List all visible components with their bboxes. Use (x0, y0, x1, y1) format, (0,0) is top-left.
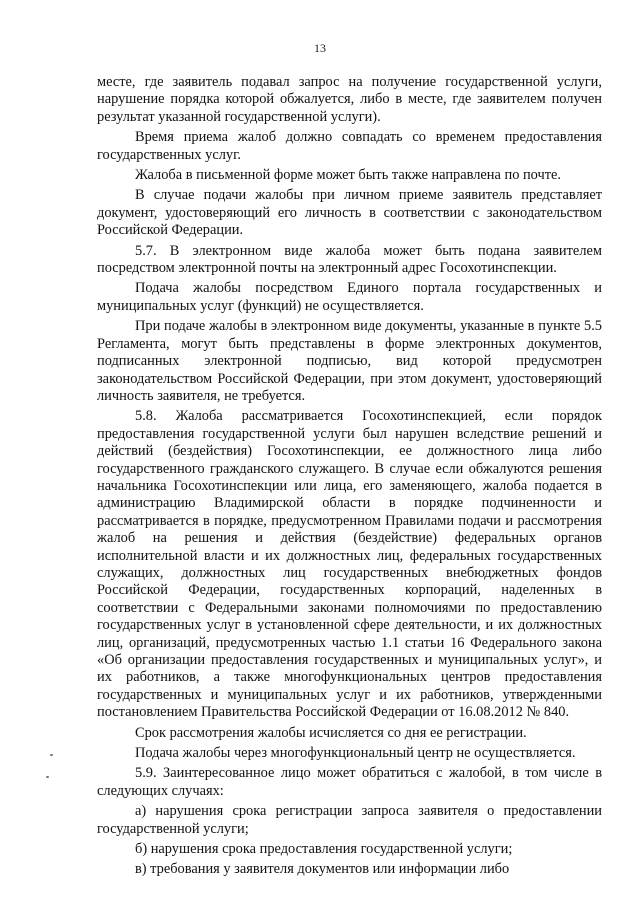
paragraph: Жалоба в письменной форме может быть также направлена по почте. (135, 167, 562, 184)
paragraph: Подача жалобы посредством Единого портала государственных и муниципальных услуг (функций) не осуществляется. (97, 280, 602, 314)
paragraph: Подача жалобы через многофункциональный центр не осуществляется. (135, 745, 576, 762)
list-item: а) нарушения срока регистрации запроса заявителя о предоставлении государственной услуги; (97, 803, 602, 837)
paragraph: В случае подачи жалобы при личном приеме заявитель представляет документ, удостоверяющий его личность в соответствии с законодательством Российской Федерации. (97, 187, 602, 239)
paragraph: месте, где заявитель подавал запрос на получение государственной услуги, нарушение порядка которой обжалуется, либо в месте, где заявителем получен результат указанной государственной услуги). (97, 74, 602, 125)
paragraph: 5.8. Жалоба рассматривается Госохотинспекцией, если порядок предоставления государственной услуги был нарушен вследствие решений и действий (бездействия) Госохотинспекции, ее должностного лица либо государственного гражданского служащего. В случае если обжалуются решения начальника Госохотинспекции или лица, его заменяющего, жалоба подается в администрацию Владимирской области в порядке подчиненности и рассматривается в порядке, предусмотренном Правилами подачи и рассмотрения жалоб на решения и действия (бездействие) федеральных органов исполнительной власти и их должностных лиц, федеральных государственных служащих, должностных лиц государственных внебюджетных фондов Российской Федерации, государственных корпораций, наделенных в соответствии с Федеральными законами полномочиями по предоставлению государственных услуг в установленной сфере деятельности, и их должностных лиц, организаций, предусмотренных частью 1.1 статьи 16 Федерального закона «Об организации предоставления государственных и муниципальных услуг», и их работников, а также многофункциональных центров предоставления государственных и муниципальных услуг и их работников, утвержденными постановлением Правительства Российской Федерации от 16.08.2012 № 840. (97, 408, 602, 721)
document-body (97, 74, 602, 879)
scan-speck (50, 754, 53, 756)
paragraph: Время приема жалоб должно совпадать со временем предоставления государственных услуг. (97, 129, 602, 163)
scan-speck (46, 776, 49, 778)
paragraph: Срок рассмотрения жалобы исчисляется со дня ее регистрации. (135, 724, 527, 741)
list-item: в) требования у заявителя документов или информации либо (135, 861, 510, 878)
list-item: б) нарушения срока предоставления государственной услуги; (135, 841, 513, 858)
paragraph: 5.9. Заинтересованное лицо может обратиться с жалобой, в том числе в следующих случаях: (97, 765, 602, 799)
page-number: 13 (314, 41, 326, 55)
paragraph: 5.7. В электронном виде жалоба может быть подана заявителем посредством электронной почты на электронный адрес Госохотинспекции. (97, 242, 602, 277)
paragraph: При подаче жалобы в электронном виде документы, указанные в пункте 5.5 Регламента, могут быть представлены в форме электронных документов, подписанных электронной подписью, вид которой предусмотрен законодательством Российской Федерации, при этом документ, удостоверяющий личность заявителя, не требуется. (97, 318, 602, 404)
